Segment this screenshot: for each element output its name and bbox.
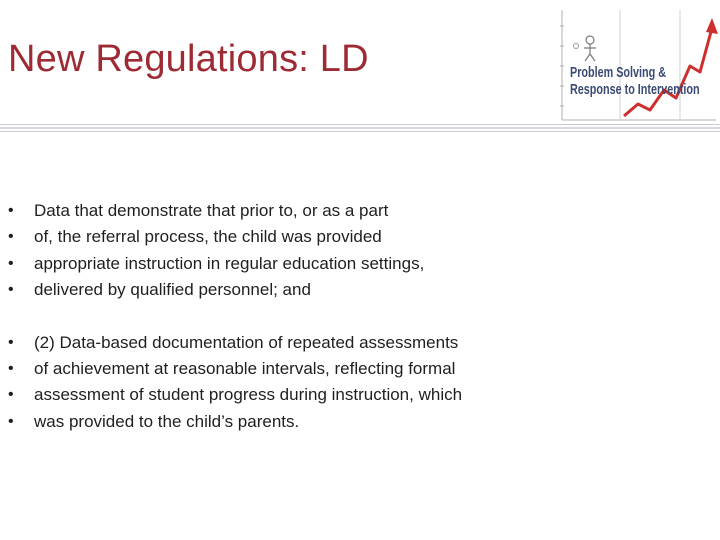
bullet-dot: • [8, 333, 14, 351]
bullet-text: assessment of student progress during instruction, which [34, 385, 463, 405]
logo-line-2: Response to Intervention [570, 81, 700, 98]
bullet-group-2 [8, 330, 528, 436]
bullet-dot: • [8, 228, 14, 246]
bullet-item [8, 382, 528, 408]
problem-solving-logo [560, 6, 720, 124]
bullet-dot: • [8, 202, 14, 219]
bullet-text: appropriate instruction in regular education settings, [34, 253, 425, 273]
bullet-dot: • [8, 360, 14, 378]
logo-text [570, 64, 700, 98]
bullet-item [8, 251, 528, 277]
bullet-list [8, 198, 528, 461]
slide-title: New Regulations: LD [8, 38, 369, 80]
bullet-dot: • [8, 254, 14, 272]
bullet-item [8, 198, 528, 224]
bullet-text: was provided to the child’s parents. [34, 411, 300, 431]
bullet-text: of, the referral process, the child was provided [34, 227, 382, 247]
bullet-text: delivered by qualified personnel; and [34, 280, 311, 300]
bullet-text: Data that demonstrate that prior to, or as a part [34, 201, 389, 220]
bullet-item [8, 277, 528, 303]
bullet-text: of achievement at reasonable intervals, reflecting formal [34, 359, 456, 379]
bullet-item [8, 224, 528, 250]
bullet-item [8, 409, 528, 435]
bullet-text: (2) Data-based documentation of repeated assessments [34, 332, 459, 352]
bullet-dot: • [8, 386, 14, 404]
bullet-dot: • [8, 281, 14, 299]
bullet-dot: • [8, 412, 14, 430]
bullet-item [8, 356, 528, 382]
logo-line-1: Problem Solving & [570, 64, 667, 81]
title-divider [0, 124, 720, 133]
bullet-item [8, 330, 528, 356]
bullet-group-1 [8, 198, 528, 304]
